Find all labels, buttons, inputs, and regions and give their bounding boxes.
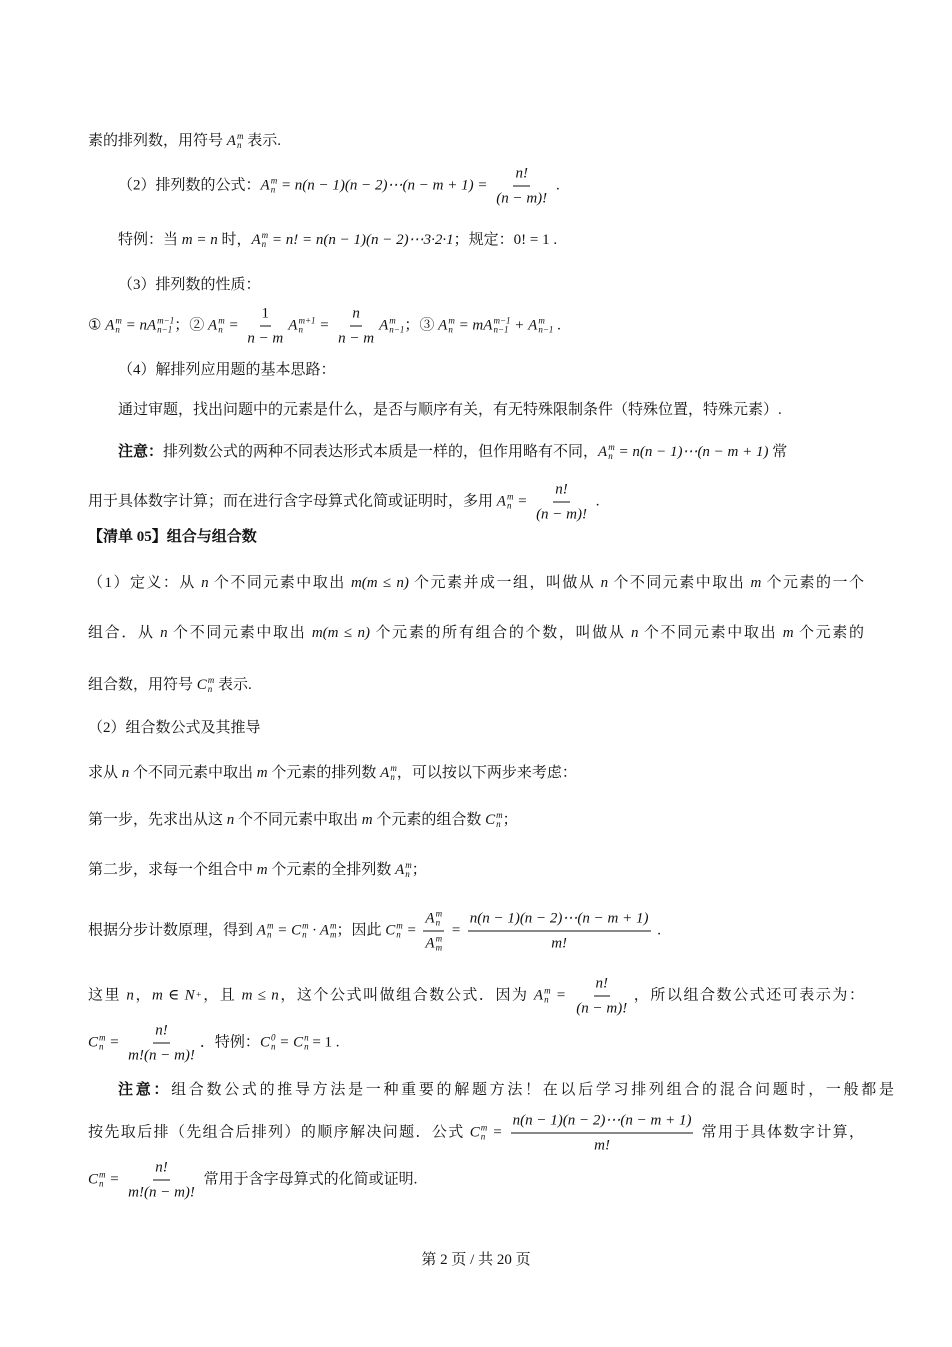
superscript: n: [304, 1032, 309, 1043]
math-expression: (n − m)!: [576, 1000, 628, 1017]
script-stack: [157, 316, 174, 334]
text-run: 特例：当: [118, 232, 182, 248]
text-line: [88, 810, 518, 830]
subscript: n−1: [493, 324, 509, 335]
text-run: ；: [411, 862, 427, 878]
math-expression: n(n − 1)(n − 2)⋯(n − m + 1): [512, 1112, 692, 1129]
text-run: 排列数公式的两种不同表达形式本质是一样的，但作用略有不同，: [163, 444, 599, 460]
subscript: n: [266, 929, 272, 940]
math-symbol-with-scripts: [598, 442, 615, 462]
fraction-denominator: [126, 1044, 197, 1066]
superscript: m: [99, 1032, 106, 1043]
math-expression: n!: [155, 1022, 168, 1039]
math-expression: m: [361, 812, 373, 828]
math-symbol: A: [319, 922, 329, 939]
subscript: n: [298, 324, 303, 335]
math-symbol: A: [483, 317, 493, 334]
math-symbol: A: [533, 987, 544, 1004]
superscript: m: [330, 920, 337, 931]
math-expression: =: [275, 1034, 294, 1051]
math-symbol: A: [496, 493, 506, 510]
text-line: [118, 360, 336, 380]
text-run: ；规定：0! = 1 .: [453, 232, 558, 248]
subscript: n: [218, 324, 223, 335]
subscript: n: [99, 1178, 104, 1189]
math-expression: = n(n − 1)⋯(n − m + 1): [614, 444, 769, 460]
math-symbol-with-scripts: [291, 920, 309, 940]
math-expression: m!: [594, 1137, 610, 1154]
fraction-denominator: [592, 1134, 612, 1156]
math-expression: n − m: [338, 330, 375, 347]
text-line: [88, 860, 427, 880]
text-run: 组合数公式的推导方法是一种重要的解题方法！在以后学习排列组合的混合问题时，一般都是: [171, 1082, 894, 1098]
math-symbol: A: [226, 133, 236, 149]
math-expression: m ≤ n: [241, 987, 279, 1004]
text-run: 个元素并成一组，叫做从: [408, 575, 601, 591]
subscript: n−1: [538, 324, 554, 335]
superscript: m−1: [157, 315, 175, 326]
math-symbol-with-scripts: [227, 131, 244, 151]
text-run: 根据分步计数原理，得到: [88, 922, 257, 939]
math-expression: m!: [551, 935, 568, 952]
fraction: [126, 1021, 197, 1066]
math-expression: =: [402, 922, 421, 939]
subscript: n: [544, 994, 549, 1005]
math-symbol: C: [485, 812, 496, 828]
text-run: （2）排列数的公式：: [118, 177, 261, 194]
text-run: ；: [502, 812, 518, 828]
fraction: [245, 304, 285, 349]
math-symbol-with-scripts: [497, 491, 514, 511]
subscript: n: [270, 1041, 276, 1052]
math-symbol-with-scripts: [470, 1122, 488, 1142]
math-symbol-with-scripts: [257, 920, 274, 940]
math-expression: n!: [555, 481, 568, 498]
subscript: +: [195, 989, 202, 1000]
text-line: [88, 1111, 864, 1156]
subscript: n: [390, 772, 395, 782]
fraction-denominator: [126, 1181, 197, 1203]
math-expression: n − m: [247, 330, 284, 347]
text-run: 个元素的排列数: [267, 765, 381, 781]
math-symbol: A: [105, 317, 115, 334]
fraction: [423, 909, 444, 954]
text-line: [88, 675, 252, 695]
math-symbol: C: [293, 1034, 304, 1051]
superscript: m: [435, 933, 443, 944]
text-run: 个不同元素中取出: [234, 812, 362, 828]
text-run: 个不同元素中取出: [208, 575, 351, 591]
fraction-numerator: [153, 1158, 170, 1181]
text-run: 个元素的一个: [761, 575, 864, 591]
fraction-numerator: [260, 304, 272, 327]
text-run: ；③: [404, 317, 439, 334]
text-line: [88, 763, 577, 783]
text-line: [118, 442, 787, 462]
math-expression: =: [224, 317, 243, 334]
fraction-numerator: [594, 974, 611, 997]
math-expression: =: [487, 1124, 508, 1141]
text-run: 常用于含字母算式的化简或证明.: [199, 1171, 418, 1188]
fraction: [336, 304, 376, 349]
math-symbol-with-scripts: [438, 315, 455, 335]
text-line: [88, 1158, 417, 1203]
superscript: m: [538, 315, 545, 326]
math-symbol: C: [291, 922, 302, 939]
fraction-numerator: [468, 909, 651, 932]
math-expression: =: [550, 987, 572, 1004]
text-run: 通过审题，找出问题中的元素是什么，是否与顺序有关，有无特殊限制条件（特殊位置，特殊元素）.: [118, 402, 782, 418]
fraction: [534, 480, 589, 525]
text-run: 个不同元素中取出: [608, 575, 751, 591]
superscript: m: [390, 763, 397, 773]
superscript: m: [480, 1122, 488, 1133]
math-symbol: A: [147, 317, 157, 334]
bold-label: 注意：: [118, 444, 164, 460]
text-run: .: [552, 177, 560, 194]
math-symbol: C: [469, 1124, 480, 1141]
fraction-denominator: [574, 997, 629, 1019]
script-stack: [436, 935, 443, 953]
math-expression: n: [126, 987, 134, 1004]
text-run: 表示.: [243, 133, 281, 149]
subscript: n: [608, 451, 613, 461]
math-symbol: C: [385, 922, 396, 939]
math-expression: n: [630, 625, 639, 641]
superscript: m: [496, 810, 503, 820]
math-expression: n(n − 1)(n − 2)⋯(n − m + 1): [469, 910, 649, 927]
superscript: m: [115, 315, 122, 326]
math-symbol: A: [438, 317, 448, 334]
superscript: m−1: [493, 315, 511, 326]
superscript: m: [608, 442, 615, 452]
math-symbol: A: [251, 232, 261, 248]
text-run: 组合数，用符号: [88, 677, 197, 693]
text-run: ，这个公式叫做组合数公式．因为: [278, 987, 534, 1004]
math-symbol: A: [379, 317, 389, 334]
math-symbol-with-scripts: [288, 315, 315, 335]
superscript: m: [261, 230, 269, 240]
math-symbol: A: [288, 317, 298, 334]
math-expression: =: [315, 317, 334, 334]
math-expression: n: [121, 765, 130, 781]
subscript: n: [261, 239, 267, 249]
script-stack: [493, 316, 510, 334]
subscript: n: [207, 684, 213, 694]
math-symbol: C: [88, 1171, 99, 1188]
math-symbol-with-scripts: [425, 934, 442, 954]
text-run: 常: [768, 444, 788, 460]
subscript: n: [115, 324, 120, 335]
fraction: [126, 1158, 197, 1203]
fraction-denominator: [245, 327, 285, 349]
superscript: m: [544, 985, 551, 996]
subscript: n: [506, 500, 512, 511]
math-symbol: A: [395, 862, 405, 878]
text-run: 表示.: [214, 677, 252, 693]
math-symbol: A: [208, 317, 218, 334]
fraction: [494, 164, 549, 209]
math-symbol-with-scripts: [260, 1032, 276, 1052]
math-symbol-with-scripts: [380, 763, 397, 783]
math-symbol-with-scripts: [261, 175, 278, 195]
math-expression: n: [160, 625, 168, 641]
fraction-numerator: [513, 164, 530, 187]
math-symbol-with-scripts: [534, 985, 551, 1005]
subscript: n−1: [157, 324, 173, 335]
text-line: [88, 527, 257, 547]
subscript: n: [270, 184, 276, 195]
text-run: 用于具体数字计算；而在进行含字母算式化简或证明时，多用: [88, 493, 497, 510]
text-line: [118, 400, 782, 420]
text-run: 组合．从: [88, 625, 161, 641]
superscript: m: [302, 920, 309, 931]
text-run: ，: [133, 987, 153, 1004]
text-run: ；②: [174, 317, 209, 334]
math-expression: m: [256, 765, 268, 781]
fraction-denominator: [423, 932, 444, 954]
math-expression: =: [273, 922, 292, 939]
fraction-numerator: [153, 1021, 170, 1044]
fraction-denominator: [549, 932, 569, 954]
text-run: 求从: [88, 765, 122, 781]
superscript: m: [270, 175, 278, 186]
text-run: 个不同元素中取出: [638, 625, 783, 641]
text-run: 第二步，求每一个组合中: [88, 862, 257, 878]
subscript: n: [304, 1041, 309, 1052]
text-run: ，可以按以下两步来考虑：: [396, 765, 577, 781]
math-expression: = n! = n(n − 1)(n − 2)⋯3·2·1: [268, 232, 454, 248]
text-run: 常用于具体数字计算，: [696, 1124, 864, 1141]
subscript: n: [448, 324, 453, 335]
text-line: [88, 131, 281, 151]
superscript: m: [506, 491, 514, 502]
math-symbol: A: [598, 444, 608, 460]
math-expression: (n − m)!: [536, 506, 588, 523]
math-expression: (n − m)!: [496, 190, 548, 207]
text-run: （3）排列数的性质：: [118, 277, 261, 293]
superscript: m: [99, 1169, 106, 1180]
text-line: [88, 480, 600, 525]
math-symbol: C: [196, 677, 207, 693]
text-line: [118, 230, 557, 250]
text-run: 这里: [88, 987, 127, 1004]
text-line: [88, 573, 864, 593]
math-expression: = m: [454, 317, 484, 334]
fraction-numerator: [553, 480, 570, 503]
math-symbol-with-scripts: [252, 230, 269, 250]
math-expression: m: [750, 575, 762, 591]
math-expression: = n(n − 1)(n − 2)⋯(n − m + 1) =: [277, 177, 492, 194]
fraction-denominator: [336, 327, 376, 349]
math-symbol-with-scripts: [395, 860, 412, 880]
math-symbol-with-scripts: [185, 985, 202, 1005]
text-run: ．特例：: [199, 1034, 260, 1051]
superscript: m: [389, 315, 396, 326]
text-line: [88, 909, 661, 954]
subscript: n: [435, 917, 441, 928]
math-symbol-with-scripts: [105, 315, 122, 335]
bold-label: 注意：: [118, 1082, 172, 1098]
math-symbol-with-scripts: [385, 920, 403, 940]
bold-label: 【清单 05】组合与组合数: [88, 529, 257, 545]
math-symbol-with-scripts: [425, 909, 442, 929]
subscript: n: [302, 929, 307, 940]
math-expression: m!(n − m)!: [128, 1047, 195, 1064]
text-run: ①: [88, 317, 106, 334]
superscript: m: [236, 131, 244, 141]
math-symbol-with-scripts: [320, 920, 337, 940]
page-footer: 第 2 页 / 共 20 页: [421, 1252, 531, 1268]
text-run: ，且: [201, 987, 242, 1004]
math-symbol-with-scripts: [147, 315, 174, 335]
text-run: .: [553, 317, 561, 334]
math-symbol-with-scripts: [379, 315, 404, 335]
math-expression: ·: [308, 922, 320, 939]
text-run: 1: [261, 305, 270, 322]
text-run: 个不同元素中取出: [167, 625, 312, 641]
text-run: ；因此: [336, 922, 386, 939]
math-symbol: A: [425, 910, 435, 927]
math-symbol-with-scripts: [88, 1032, 106, 1052]
math-symbol-with-scripts: [483, 315, 510, 335]
script-stack: [436, 910, 443, 928]
text-run: （1）定义：从: [88, 575, 202, 591]
math-expression: m(m ≤ n): [350, 575, 409, 591]
script-stack: [389, 316, 404, 334]
fraction: [511, 1111, 694, 1156]
subscript: n: [396, 929, 401, 940]
math-symbol-with-scripts: [197, 675, 215, 695]
fraction-denominator: [534, 503, 589, 525]
text-run: （4）解排列应用题的基本思路：: [118, 362, 336, 378]
math-symbol-with-scripts: [88, 1169, 106, 1189]
text-run: 时，: [217, 232, 252, 248]
text-run: 第一步，先求出从这: [88, 812, 227, 828]
subscript: n: [236, 140, 242, 150]
text-run: 个元素的: [793, 625, 864, 641]
text-line: [88, 623, 864, 643]
text-line: [118, 275, 261, 295]
text-line: [88, 304, 561, 349]
text-line: [118, 164, 560, 209]
math-expression: n: [352, 305, 360, 322]
text-run: 按先取后排（先组合后排列）的顺序解决问题．公式: [88, 1124, 470, 1141]
math-symbol: A: [425, 935, 435, 952]
superscript: m: [435, 908, 443, 919]
superscript: m: [218, 315, 225, 326]
fraction: [574, 974, 629, 1019]
math-symbol: N: [184, 987, 195, 1004]
math-symbol: A: [260, 177, 270, 194]
math-expression: n: [600, 575, 609, 591]
fraction-numerator: [423, 909, 444, 932]
fraction: [468, 909, 651, 954]
math-expression: n: [226, 812, 235, 828]
text-line: [88, 1021, 340, 1066]
subscript: m: [435, 942, 443, 953]
text-run: .: [592, 493, 600, 510]
text-line: [88, 974, 864, 1019]
text-run: = 1 .: [308, 1034, 340, 1051]
math-symbol-with-scripts: [208, 315, 225, 335]
text-run: 个元素的全排列数: [267, 862, 396, 878]
math-symbol-with-scripts: [485, 810, 503, 830]
math-symbol: A: [380, 765, 390, 781]
text-run: 个元素的所有组合的个数，叫做从: [370, 625, 631, 641]
math-expression: n!: [595, 975, 609, 992]
superscript: m: [207, 675, 215, 685]
math-symbol: A: [256, 922, 266, 939]
math-expression: m: [256, 862, 268, 878]
subscript: n: [480, 1131, 486, 1142]
math-symbol-with-scripts: [528, 315, 553, 335]
superscript: m: [405, 860, 412, 870]
superscript: m: [448, 315, 455, 326]
subscript: n: [496, 819, 501, 829]
math-expression: =: [513, 493, 532, 510]
math-expression: n!: [155, 1159, 168, 1176]
subscript: m: [330, 929, 337, 940]
math-expression: m: [782, 625, 794, 641]
text-run: （2）组合数公式及其推导: [88, 720, 261, 736]
text-line: [88, 718, 261, 738]
math-expression: n!: [515, 165, 528, 182]
text-run: 素的排列数，用符号: [88, 133, 227, 149]
subscript: n−1: [389, 324, 405, 335]
math-symbol: A: [528, 317, 538, 334]
text-run: .: [653, 922, 661, 939]
math-symbol: C: [88, 1034, 99, 1051]
math-expression: +: [510, 317, 529, 334]
math-expression: m!(n − m)!: [128, 1184, 195, 1201]
superscript: m+1: [298, 315, 316, 326]
script-stack: [298, 316, 315, 334]
math-symbol: C: [259, 1034, 270, 1051]
fraction-numerator: [511, 1111, 694, 1134]
fraction-denominator: [494, 187, 549, 209]
math-expression: =: [105, 1034, 124, 1051]
text-run: 个元素的组合数: [372, 812, 486, 828]
math-expression: =: [447, 922, 465, 939]
script-stack: [538, 316, 553, 334]
subscript: n: [99, 1041, 104, 1052]
fraction-numerator: [350, 304, 362, 327]
subscript: n: [405, 869, 410, 879]
text-run: 个不同元素中取出: [129, 765, 257, 781]
math-expression: m(m ≤ n): [311, 625, 371, 641]
superscript: 0: [270, 1032, 276, 1043]
math-expression: = n: [121, 317, 147, 334]
superscript: m: [266, 920, 274, 931]
text-line: [118, 1080, 894, 1100]
math-expression: m ∈: [152, 987, 185, 1004]
text-run: ，所以组合数公式还可表示为：: [632, 987, 864, 1004]
math-expression: n: [201, 575, 209, 591]
math-expression: m = n: [181, 232, 218, 248]
superscript: m: [396, 920, 403, 931]
math-expression: =: [105, 1171, 124, 1188]
math-symbol-with-scripts: [293, 1032, 309, 1052]
